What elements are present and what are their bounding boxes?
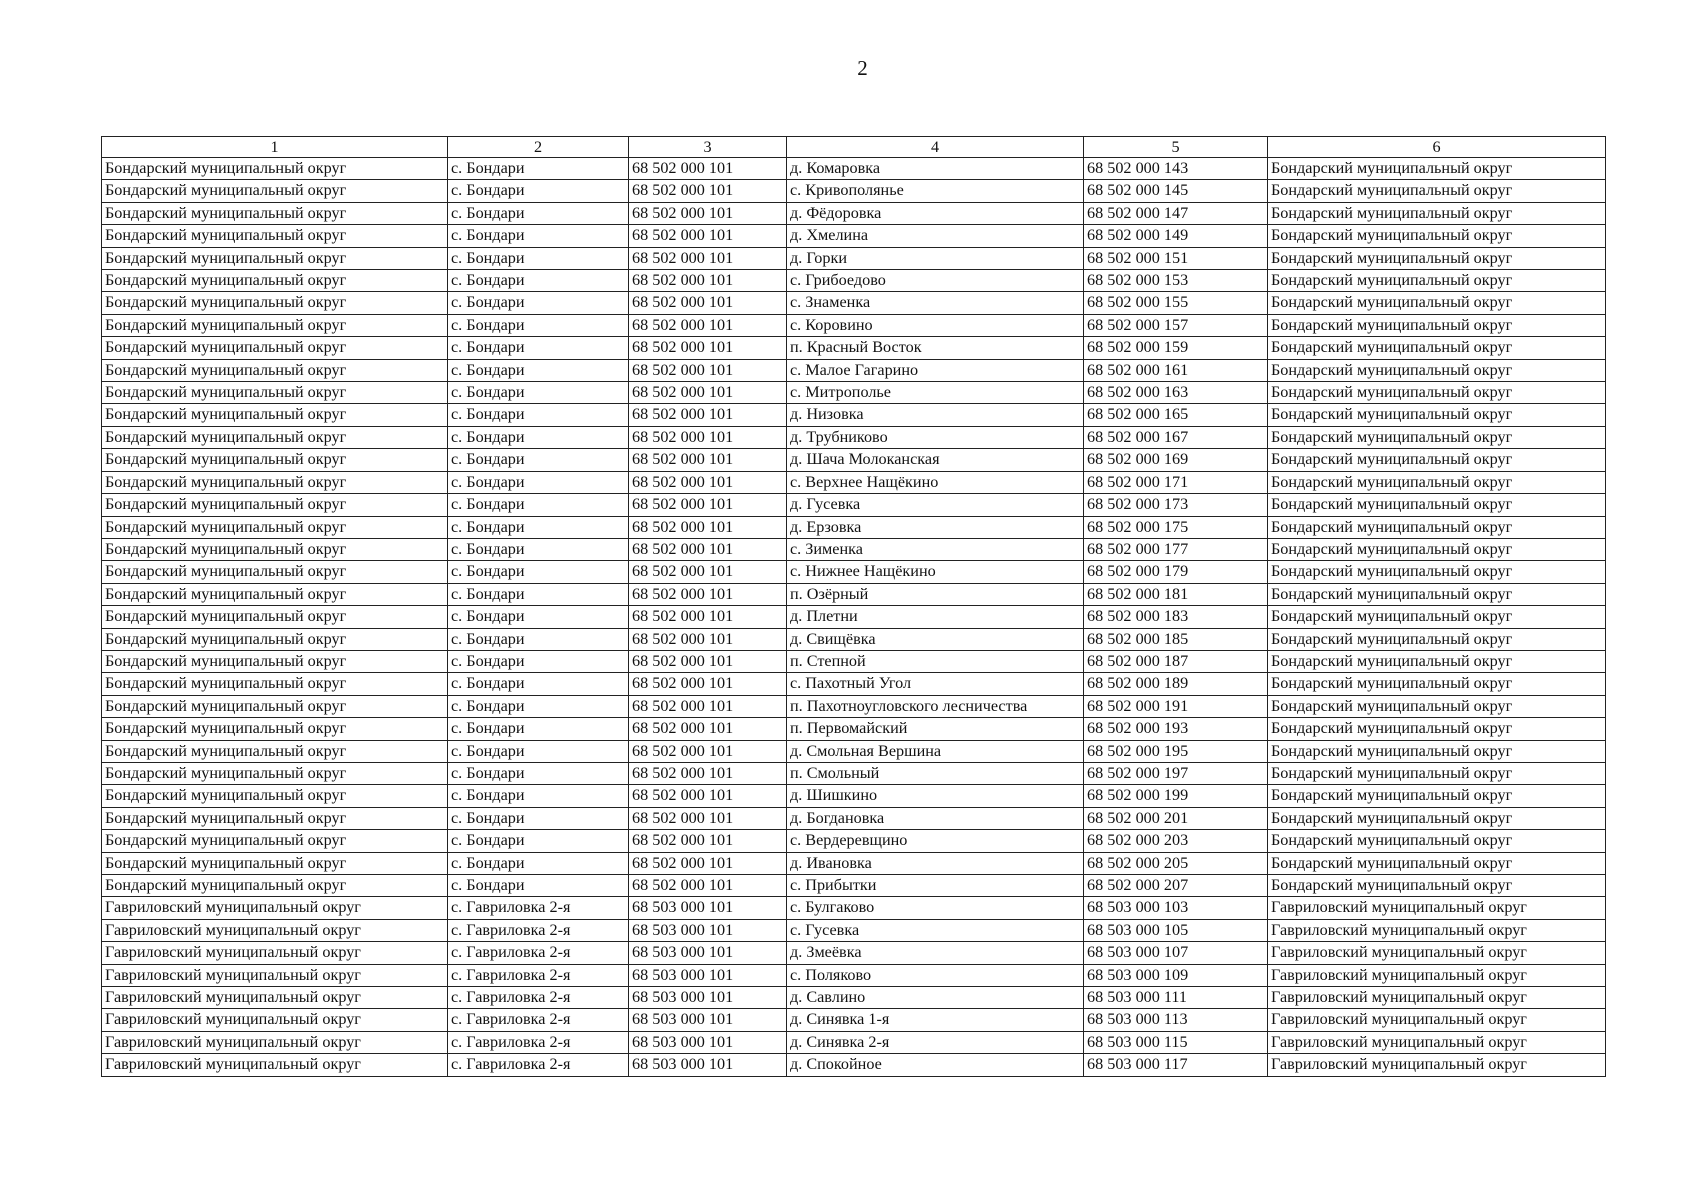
table-cell: 68 503 000 101 [629, 919, 787, 941]
table-cell: 68 502 000 101 [629, 830, 787, 852]
table-cell: п. Озёрный [787, 583, 1084, 605]
table-cell: 68 502 000 101 [629, 695, 787, 717]
table-cell: Бондарский муниципальный округ [1268, 426, 1606, 448]
table-row [102, 404, 1606, 426]
table-cell: п. Пахотноугловского лесничества [787, 695, 1084, 717]
table-cell: Бондарский муниципальный округ [102, 225, 448, 247]
table-cell: с. Гавриловка 2-я [448, 1009, 629, 1031]
table-cell: д. Синявка 1-я [787, 1009, 1084, 1031]
table-cell: д. Спокойное [787, 1054, 1084, 1076]
table-cell: с. Бондари [448, 785, 629, 807]
table-cell: Бондарский муниципальный округ [1268, 449, 1606, 471]
table-cell: с. Бондари [448, 449, 629, 471]
table-cell: с. Гавриловка 2-я [448, 897, 629, 919]
table-cell: Бондарский муниципальный округ [102, 740, 448, 762]
table-cell: Бондарский муниципальный округ [102, 673, 448, 695]
table-row [102, 650, 1606, 672]
table-cell: д. Ерзовка [787, 516, 1084, 538]
table-cell: 68 502 000 173 [1084, 494, 1268, 516]
table-cell: Бондарский муниципальный округ [102, 852, 448, 874]
table-cell: Бондарский муниципальный округ [102, 561, 448, 583]
table-cell: 68 503 000 101 [629, 1031, 787, 1053]
table-cell: Бондарский муниципальный округ [1268, 359, 1606, 381]
table-cell: 68 502 000 101 [629, 202, 787, 224]
table-cell: с. Бондари [448, 695, 629, 717]
table-cell: Бондарский муниципальный округ [102, 270, 448, 292]
table-row [102, 807, 1606, 829]
table-cell: д. Трубниково [787, 426, 1084, 448]
table-cell: Бондарский муниципальный округ [1268, 292, 1606, 314]
table-cell: Бондарский муниципальный округ [1268, 807, 1606, 829]
table-cell: с. Булгаково [787, 897, 1084, 919]
table-cell: с. Бондари [448, 359, 629, 381]
table-cell: 68 502 000 101 [629, 561, 787, 583]
table-cell: с. Бондари [448, 494, 629, 516]
table-cell: Бондарский муниципальный округ [102, 695, 448, 717]
table-cell: с. Вердеревщино [787, 830, 1084, 852]
table-cell: 68 503 000 101 [629, 987, 787, 1009]
table-cell: с. Бондари [448, 516, 629, 538]
table-cell: Бондарский муниципальный округ [1268, 606, 1606, 628]
table-cell: Гавриловский муниципальный округ [1268, 987, 1606, 1009]
table-cell: Бондарский муниципальный округ [102, 628, 448, 650]
table-cell: Бондарский муниципальный округ [102, 314, 448, 336]
table-row [102, 740, 1606, 762]
table-cell: 68 502 000 185 [1084, 628, 1268, 650]
table-cell: 68 502 000 101 [629, 673, 787, 695]
table-cell: 68 502 000 101 [629, 292, 787, 314]
table-cell: 68 502 000 195 [1084, 740, 1268, 762]
table-cell: с. Бондари [448, 875, 629, 897]
table-cell: с. Бондари [448, 628, 629, 650]
table-cell: Бондарский муниципальный округ [1268, 225, 1606, 247]
table-cell: Бондарский муниципальный округ [102, 650, 448, 672]
table-cell: Бондарский муниципальный округ [102, 359, 448, 381]
table-cell: Бондарский муниципальный округ [102, 449, 448, 471]
table-cell: с. Бондари [448, 471, 629, 493]
table-row [102, 942, 1606, 964]
table-cell: 68 502 000 159 [1084, 337, 1268, 359]
table-cell: 68 502 000 155 [1084, 292, 1268, 314]
table-row [102, 359, 1606, 381]
table-cell: с. Бондари [448, 762, 629, 784]
table-cell: Бондарский муниципальный округ [102, 426, 448, 448]
table-cell: с. Бондари [448, 583, 629, 605]
table-row [102, 382, 1606, 404]
table-row [102, 762, 1606, 784]
table-cell: 68 502 000 101 [629, 762, 787, 784]
table-cell: с. Бондари [448, 650, 629, 672]
table-cell: 68 502 000 101 [629, 225, 787, 247]
table-cell: с. Бондари [448, 180, 629, 202]
table-cell: 68 502 000 169 [1084, 449, 1268, 471]
table-cell: Гавриловский муниципальный округ [102, 987, 448, 1009]
table-cell: Бондарский муниципальный округ [102, 471, 448, 493]
table-row [102, 225, 1606, 247]
column-header: 4 [787, 137, 1084, 158]
table-cell: с. Коровино [787, 314, 1084, 336]
table-cell: с. Бондари [448, 292, 629, 314]
table-cell: Бондарский муниципальный округ [1268, 650, 1606, 672]
table-cell: с. Бондари [448, 807, 629, 829]
table-cell: с. Гусевка [787, 919, 1084, 941]
table-cell: Гавриловский муниципальный округ [102, 919, 448, 941]
table-cell: д. Хмелина [787, 225, 1084, 247]
table-cell: Гавриловский муниципальный округ [102, 1009, 448, 1031]
table-cell: Бондарский муниципальный округ [102, 382, 448, 404]
table-row [102, 718, 1606, 740]
table-cell: 68 502 000 197 [1084, 762, 1268, 784]
table-row [102, 202, 1606, 224]
table-cell: 68 503 000 109 [1084, 964, 1268, 986]
table-cell: Бондарский муниципальный округ [1268, 762, 1606, 784]
table-row [102, 270, 1606, 292]
table-cell: д. Горки [787, 247, 1084, 269]
table-cell: 68 502 000 101 [629, 628, 787, 650]
table-cell: с. Бондари [448, 740, 629, 762]
table-cell: Бондарский муниципальный округ [1268, 852, 1606, 874]
table-cell: Бондарский муниципальный округ [102, 516, 448, 538]
table-cell: 68 502 000 101 [629, 494, 787, 516]
table-row [102, 1054, 1606, 1076]
table-cell: Бондарский муниципальный округ [1268, 314, 1606, 336]
table-cell: 68 503 000 113 [1084, 1009, 1268, 1031]
table-cell: с. Бондари [448, 561, 629, 583]
table-cell: д. Савлино [787, 987, 1084, 1009]
table-cell: 68 502 000 143 [1084, 158, 1268, 180]
table-cell: 68 502 000 199 [1084, 785, 1268, 807]
table-cell: с. Поляково [787, 964, 1084, 986]
data-table [101, 136, 1606, 1077]
table-cell: Гавриловский муниципальный округ [1268, 964, 1606, 986]
table-cell: 68 502 000 157 [1084, 314, 1268, 336]
table-cell: Бондарский муниципальный округ [1268, 785, 1606, 807]
column-header: 3 [629, 137, 787, 158]
table-cell: 68 502 000 101 [629, 516, 787, 538]
table-cell: п. Красный Восток [787, 337, 1084, 359]
table-row [102, 673, 1606, 695]
table-cell: 68 502 000 165 [1084, 404, 1268, 426]
table-cell: д. Шача Молоканская [787, 449, 1084, 471]
table-cell: д. Плетни [787, 606, 1084, 628]
table-row [102, 897, 1606, 919]
table-row [102, 785, 1606, 807]
table-cell: Гавриловский муниципальный округ [102, 1054, 448, 1076]
table-cell: 68 502 000 101 [629, 382, 787, 404]
table-cell: 68 503 000 107 [1084, 942, 1268, 964]
table-cell: п. Степной [787, 650, 1084, 672]
table-cell: Гавриловский муниципальный округ [102, 942, 448, 964]
table-cell: Бондарский муниципальный округ [1268, 270, 1606, 292]
table-cell: 68 502 000 101 [629, 247, 787, 269]
table-cell: с. Кривополянье [787, 180, 1084, 202]
table-cell: 68 502 000 101 [629, 583, 787, 605]
table-cell: Бондарский муниципальный округ [1268, 740, 1606, 762]
table-cell: с. Бондари [448, 337, 629, 359]
table-cell: 68 503 000 105 [1084, 919, 1268, 941]
table-cell: 68 503 000 101 [629, 1054, 787, 1076]
table-cell: с. Митрополье [787, 382, 1084, 404]
table-cell: 68 502 000 101 [629, 852, 787, 874]
table-row [102, 830, 1606, 852]
table-cell: д. Змеёвка [787, 942, 1084, 964]
table-cell: д. Ивановка [787, 852, 1084, 874]
table-row [102, 606, 1606, 628]
table-row [102, 314, 1606, 336]
table-cell: Бондарский муниципальный округ [102, 785, 448, 807]
table-cell: с. Гавриловка 2-я [448, 964, 629, 986]
table-cell: Бондарский муниципальный округ [1268, 247, 1606, 269]
table-cell: с. Бондари [448, 404, 629, 426]
table-cell: Бондарский муниципальный округ [1268, 516, 1606, 538]
table-cell: д. Богдановка [787, 807, 1084, 829]
table-cell: 68 503 000 103 [1084, 897, 1268, 919]
table-cell: с. Бондари [448, 718, 629, 740]
table-cell: Бондарский муниципальный округ [102, 718, 448, 740]
table-row [102, 247, 1606, 269]
table-row [102, 449, 1606, 471]
table-cell: 68 502 000 177 [1084, 538, 1268, 560]
table-row [102, 583, 1606, 605]
table-cell: 68 502 000 101 [629, 650, 787, 672]
table-cell: с. Бондари [448, 247, 629, 269]
table-cell: с. Пахотный Угол [787, 673, 1084, 695]
table-cell: Бондарский муниципальный округ [102, 158, 448, 180]
table-cell: с. Грибоедово [787, 270, 1084, 292]
table-cell: 68 502 000 161 [1084, 359, 1268, 381]
table-cell: 68 502 000 179 [1084, 561, 1268, 583]
table-row [102, 987, 1606, 1009]
table-cell: с. Бондари [448, 830, 629, 852]
table-cell: 68 502 000 101 [629, 875, 787, 897]
table-cell: 68 502 000 101 [629, 270, 787, 292]
table-cell: Бондарский муниципальный округ [1268, 538, 1606, 560]
table-cell: 68 502 000 205 [1084, 852, 1268, 874]
table-row [102, 561, 1606, 583]
table-cell: 68 503 000 101 [629, 964, 787, 986]
table-cell: 68 502 000 101 [629, 426, 787, 448]
table-cell: д. Комаровка [787, 158, 1084, 180]
table-row [102, 180, 1606, 202]
table-cell: Бондарский муниципальный округ [1268, 471, 1606, 493]
table-row [102, 471, 1606, 493]
table-cell: Бондарский муниципальный округ [1268, 673, 1606, 695]
table-cell: Бондарский муниципальный округ [102, 292, 448, 314]
table-row [102, 1031, 1606, 1053]
column-header: 6 [1268, 137, 1606, 158]
table-cell: д. Фёдоровка [787, 202, 1084, 224]
header-row [102, 137, 1606, 158]
table-cell: 68 502 000 101 [629, 337, 787, 359]
table-cell: 68 502 000 193 [1084, 718, 1268, 740]
table-cell: Бондарский муниципальный округ [1268, 158, 1606, 180]
page-number: 2 [857, 56, 868, 80]
column-header: 1 [102, 137, 448, 158]
table-cell: Бондарский муниципальный округ [1268, 695, 1606, 717]
table-cell: Бондарский муниципальный округ [1268, 583, 1606, 605]
table-cell: Гавриловский муниципальный округ [102, 1031, 448, 1053]
table-cell: с. Бондари [448, 314, 629, 336]
table-cell: Бондарский муниципальный округ [102, 762, 448, 784]
table-cell: с. Зименка [787, 538, 1084, 560]
table-cell: Бондарский муниципальный округ [102, 538, 448, 560]
table-cell: Бондарский муниципальный округ [102, 404, 448, 426]
table-cell: Гавриловский муниципальный округ [1268, 942, 1606, 964]
table-cell: 68 502 000 171 [1084, 471, 1268, 493]
table-cell: Бондарский муниципальный округ [102, 830, 448, 852]
table-cell: 68 502 000 191 [1084, 695, 1268, 717]
table-cell: 68 502 000 101 [629, 404, 787, 426]
table-row [102, 292, 1606, 314]
table-cell: с. Верхнее Нащёкино [787, 471, 1084, 493]
table-cell: 68 502 000 167 [1084, 426, 1268, 448]
table-cell: Бондарский муниципальный округ [1268, 382, 1606, 404]
table-cell: 68 503 000 117 [1084, 1054, 1268, 1076]
table-cell: 68 503 000 101 [629, 1009, 787, 1031]
table-cell: с. Бондари [448, 158, 629, 180]
table-cell: Бондарский муниципальный округ [1268, 202, 1606, 224]
table-cell: 68 502 000 101 [629, 740, 787, 762]
table-cell: Бондарский муниципальный округ [1268, 180, 1606, 202]
table-cell: 68 502 000 147 [1084, 202, 1268, 224]
table-cell: 68 502 000 183 [1084, 606, 1268, 628]
table-cell: с. Бондари [448, 673, 629, 695]
table-cell: Бондарский муниципальный округ [102, 606, 448, 628]
table-cell: 68 502 000 101 [629, 606, 787, 628]
table-cell: Бондарский муниципальный округ [102, 583, 448, 605]
table-cell: 68 503 000 115 [1084, 1031, 1268, 1053]
table-row [102, 494, 1606, 516]
table-row [102, 875, 1606, 897]
table-cell: с. Знаменка [787, 292, 1084, 314]
table-cell: Бондарский муниципальный округ [1268, 718, 1606, 740]
table-cell: д. Низовка [787, 404, 1084, 426]
table-cell: 68 502 000 101 [629, 785, 787, 807]
table-cell: с. Малое Гагарино [787, 359, 1084, 381]
table-cell: 68 502 000 101 [629, 807, 787, 829]
table-cell: 68 502 000 203 [1084, 830, 1268, 852]
table-cell: д. Свищёвка [787, 628, 1084, 650]
table-cell: Бондарский муниципальный округ [102, 180, 448, 202]
table-cell: Бондарский муниципальный округ [1268, 404, 1606, 426]
table-cell: 68 502 000 101 [629, 538, 787, 560]
table-row [102, 158, 1606, 180]
table-cell: с. Нижнее Нащёкино [787, 561, 1084, 583]
table-cell: д. Смольная Вершина [787, 740, 1084, 762]
table-cell: 68 502 000 181 [1084, 583, 1268, 605]
table-cell: с. Гавриловка 2-я [448, 1054, 629, 1076]
table-cell: с. Бондари [448, 225, 629, 247]
table-cell: 68 502 000 101 [629, 359, 787, 381]
table-cell: 68 502 000 101 [629, 158, 787, 180]
table-cell: с. Бондари [448, 852, 629, 874]
table-cell: с. Бондари [448, 426, 629, 448]
table-cell: 68 502 000 151 [1084, 247, 1268, 269]
table-cell: с. Бондари [448, 538, 629, 560]
table-row [102, 337, 1606, 359]
table-cell: Бондарский муниципальный округ [1268, 561, 1606, 583]
table-cell: 68 503 000 111 [1084, 987, 1268, 1009]
table-cell: д. Гусевка [787, 494, 1084, 516]
table-row [102, 1009, 1606, 1031]
table-cell: Гавриловский муниципальный округ [1268, 897, 1606, 919]
table-cell: Бондарский муниципальный округ [1268, 830, 1606, 852]
table-cell: 68 502 000 153 [1084, 270, 1268, 292]
table-cell: 68 502 000 175 [1084, 516, 1268, 538]
table-cell: 68 503 000 101 [629, 897, 787, 919]
table-cell: 68 502 000 101 [629, 718, 787, 740]
table-cell: Гавриловский муниципальный округ [1268, 919, 1606, 941]
table-cell: Гавриловский муниципальный округ [1268, 1009, 1606, 1031]
table-cell: с. Бондари [448, 382, 629, 404]
column-header: 5 [1084, 137, 1268, 158]
table-cell: Бондарский муниципальный округ [1268, 337, 1606, 359]
table-cell: Бондарский муниципальный округ [102, 807, 448, 829]
table-cell: 68 502 000 101 [629, 314, 787, 336]
table-cell: с. Гавриловка 2-я [448, 987, 629, 1009]
table-row [102, 426, 1606, 448]
table-cell: Бондарский муниципальный округ [1268, 628, 1606, 650]
table-row [102, 964, 1606, 986]
table-cell: 68 503 000 101 [629, 942, 787, 964]
table-body [102, 158, 1606, 1077]
table-cell: 68 502 000 189 [1084, 673, 1268, 695]
table-cell: с. Гавриловка 2-я [448, 919, 629, 941]
table-cell: Бондарский муниципальный округ [102, 494, 448, 516]
table-row [102, 852, 1606, 874]
table-cell: Бондарский муниципальный округ [102, 247, 448, 269]
table-cell: Гавриловский муниципальный округ [1268, 1054, 1606, 1076]
table-cell: 68 502 000 145 [1084, 180, 1268, 202]
table-cell: 68 502 000 201 [1084, 807, 1268, 829]
table-cell: 68 502 000 207 [1084, 875, 1268, 897]
table-cell: с. Бондари [448, 270, 629, 292]
table-cell: 68 502 000 101 [629, 180, 787, 202]
table-cell: Бондарский муниципальный округ [1268, 875, 1606, 897]
table-cell: с. Прибытки [787, 875, 1084, 897]
table-cell: Гавриловский муниципальный округ [102, 964, 448, 986]
table-row [102, 516, 1606, 538]
table-cell: Гавриловский муниципальный округ [1268, 1031, 1606, 1053]
table-cell: Бондарский муниципальный округ [1268, 494, 1606, 516]
table-row [102, 919, 1606, 941]
table-cell: Бондарский муниципальный округ [102, 337, 448, 359]
column-header: 2 [448, 137, 629, 158]
table-cell: д. Шишкино [787, 785, 1084, 807]
table-cell: Гавриловский муниципальный округ [102, 897, 448, 919]
table-cell: с. Бондари [448, 606, 629, 628]
table-cell: 68 502 000 163 [1084, 382, 1268, 404]
table-cell: Бондарский муниципальный округ [102, 875, 448, 897]
table-cell: п. Первомайский [787, 718, 1084, 740]
table-cell: с. Гавриловка 2-я [448, 1031, 629, 1053]
table-cell: д. Синявка 2-я [787, 1031, 1084, 1053]
table-cell: 68 502 000 187 [1084, 650, 1268, 672]
table-row [102, 628, 1606, 650]
table-row [102, 695, 1606, 717]
table-cell: с. Бондари [448, 202, 629, 224]
table-row [102, 538, 1606, 560]
table-cell: Бондарский муниципальный округ [102, 202, 448, 224]
table-cell: 68 502 000 101 [629, 449, 787, 471]
table-cell: 68 502 000 101 [629, 471, 787, 493]
table-cell: с. Гавриловка 2-я [448, 942, 629, 964]
table-cell: 68 502 000 149 [1084, 225, 1268, 247]
table-cell: п. Смольный [787, 762, 1084, 784]
